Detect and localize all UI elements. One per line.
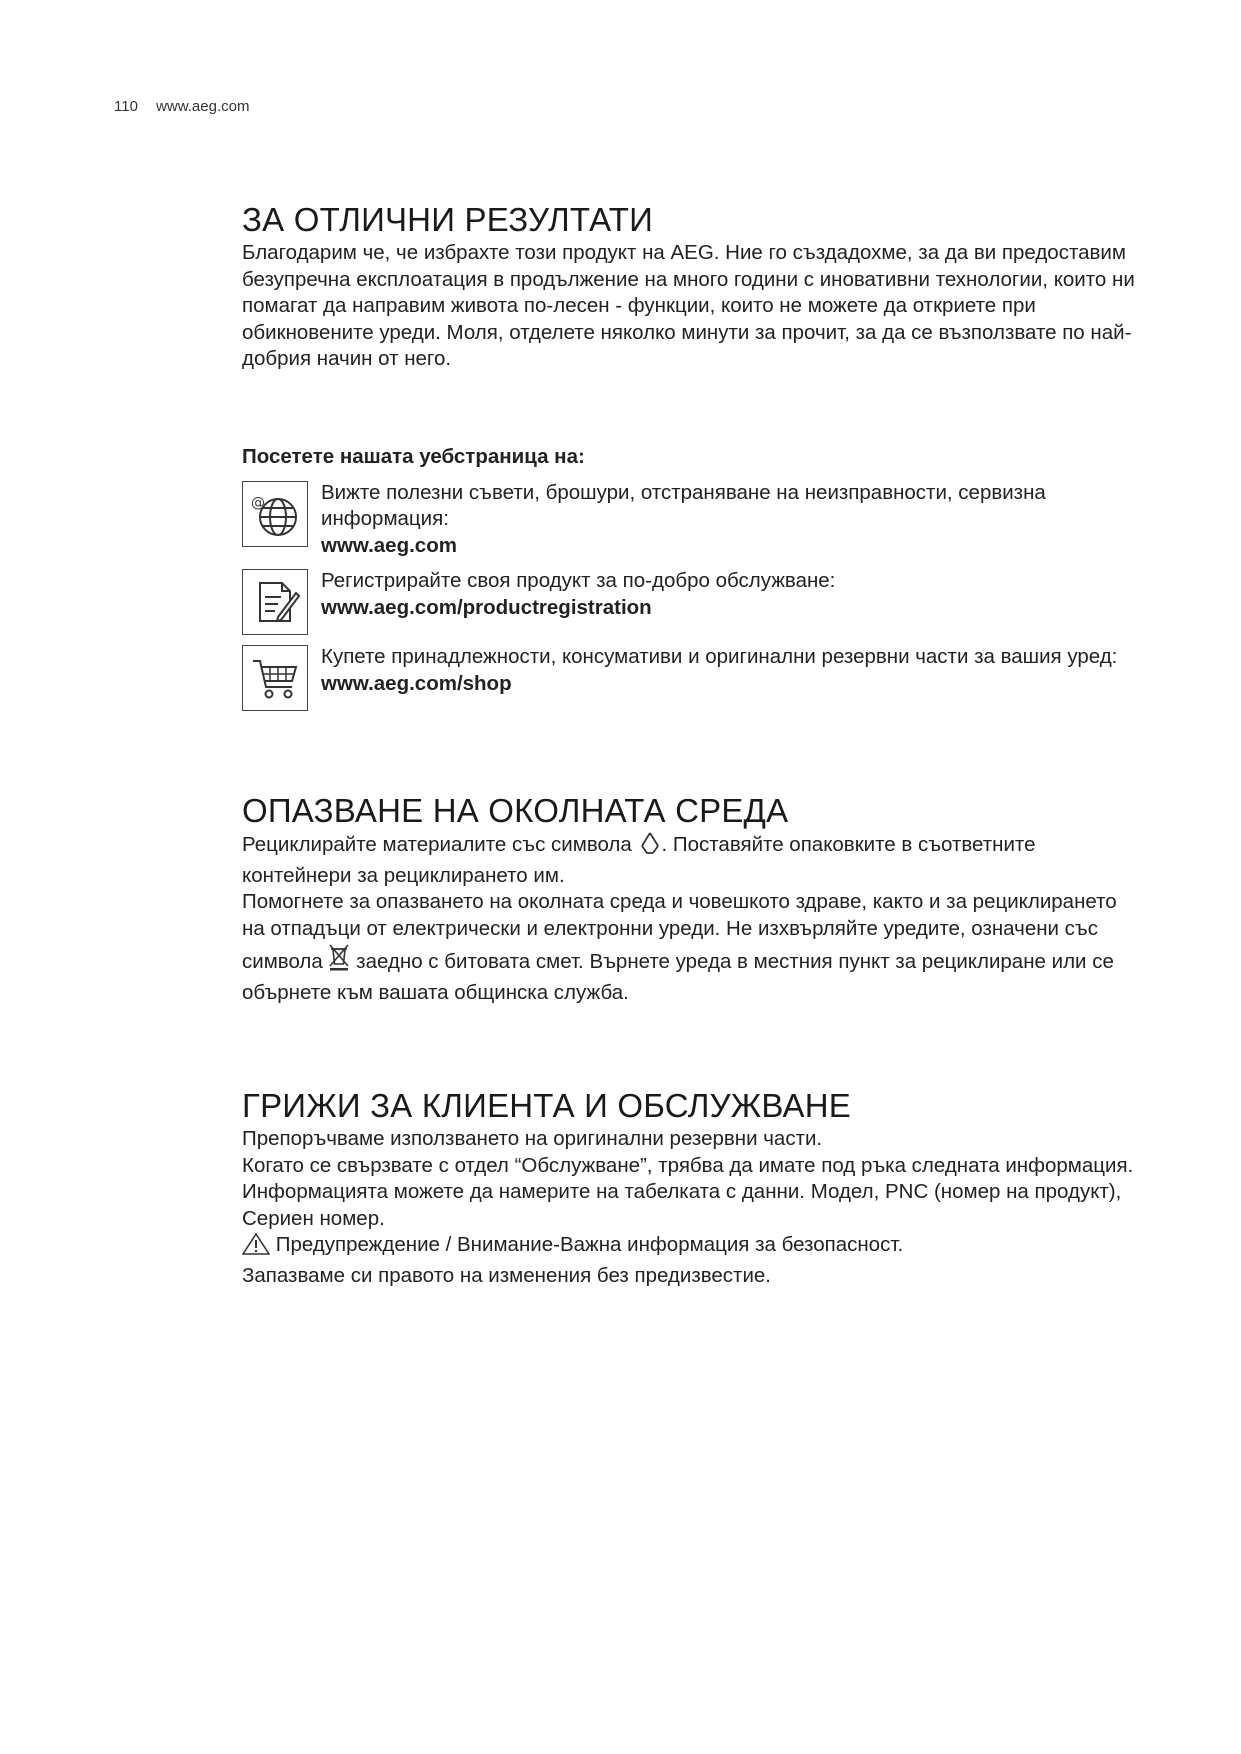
reserve-rights-line: Запазваме си правото на изменения без предизвестие. [242, 1263, 771, 1287]
crossed-bin-icon [328, 942, 350, 980]
svg-text:@: @ [251, 494, 265, 511]
shopping-cart-icon [242, 645, 308, 711]
globe-icon [242, 481, 308, 547]
registration-icon [242, 569, 308, 635]
weee-paragraph: Помогнете за опазването на околната среда и човешкото здраве, както и за рециклирането на отпадъци от електрически и електронни уреди. Не изхвърляйте уредите, означени със символа заедно с битовата смет. Върнете уреда в местния пункт за рециклиране или се обърнете към вашата общинска служба. [242, 890, 1117, 1004]
intro-paragraph: Благодарим че, че избрахте този продукт на AEG. Ние го създадохме, за да ви предоставим безупречна експлоатация в продължение на много години с иновативни технологии, които ни помагат да направим живота по-лесен - функции, които не можете да откриете при обикновените уреди. Моля, отделете няколко минути за прочит, за да се възползвате по най-добрия начин от него. [242, 241, 1135, 370]
section-title-customer-care: ГРИЖИ ЗА КЛИЕНТА И ОБСЛУЖВАНЕ [242, 1087, 851, 1124]
recycle-paragraph: Рециклирайте материалите със символа . Поставяйте опаковките в съответните контейнери за рециклирането им. [242, 833, 1036, 887]
warning-line: Предупреждение / Внимание-Важна информация за безопасност. [242, 1232, 1142, 1263]
recycle-icon [638, 831, 662, 863]
registration-item-text: Регистрирайте своя продукт за по-добро обслужване: [321, 569, 836, 592]
registration-item [242, 569, 1142, 635]
warning-icon [242, 1233, 270, 1263]
section-title-results: ЗА ОТЛИЧНИ РЕЗУЛТАТИ [242, 201, 654, 238]
website-item-text: Вижте полезни съвети, брошури, отстраняване на неизправности, сервизна информация: [321, 480, 1046, 530]
section-title-environment: ОПАЗВАНЕ НА ОКОЛНАТА СРЕДА [242, 792, 789, 829]
care-line-2: Когато се свързвате с отдел “Обслужване”, трябва да имате под ръка следната информация. [242, 1153, 1134, 1177]
page-header [114, 98, 249, 115]
shop-item-text: Купете принадлежности, консумативи и оригинални резервни части за вашия уред: [321, 645, 1118, 668]
page-number: 110 [114, 98, 138, 115]
website-item [242, 481, 1142, 560]
product-registration-link[interactable]: www.aeg.com/productregistration [321, 595, 652, 619]
care-line-3: Информацията можете да намерите на табелката с данни. Модел, PNC (номер на продукт), Сериен номер. [242, 1180, 1122, 1230]
header-site: www.aeg.com [156, 98, 250, 115]
shop-item [242, 645, 1142, 711]
main-content [242, 200, 1142, 1289]
website-link[interactable]: www.aeg.com [321, 533, 457, 557]
care-line-1: Препоръчваме използването на оригинални резервни части. [242, 1127, 823, 1150]
shop-link[interactable]: www.aeg.com/shop [321, 671, 512, 695]
visit-website-heading: Посетете нашата уебстраница на: [242, 444, 585, 468]
